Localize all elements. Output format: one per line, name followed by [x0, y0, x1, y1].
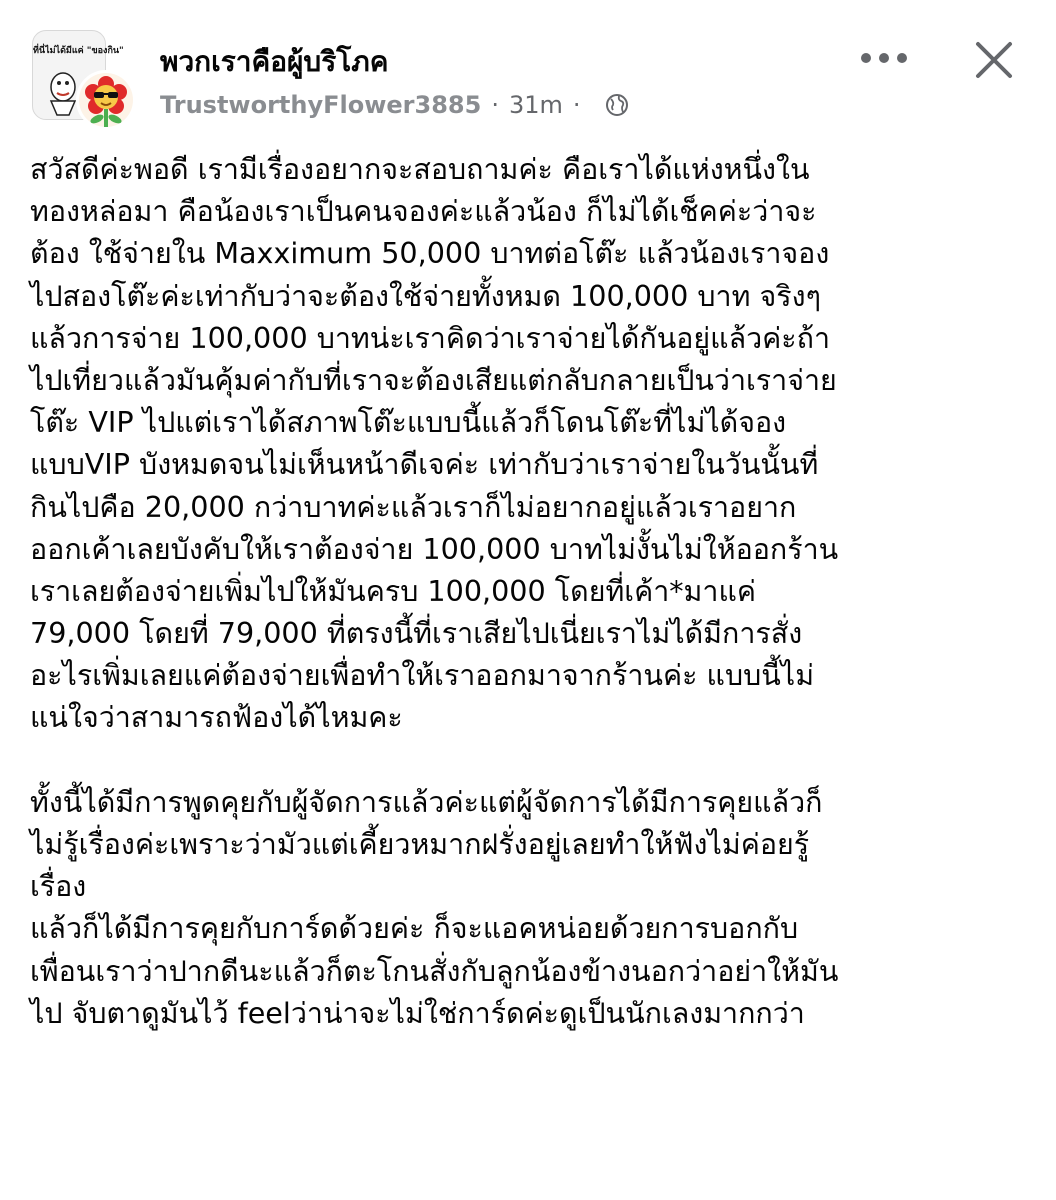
post-line: แน่ใจว่าสามารถฟ้องได้ไหมคะ [30, 700, 403, 735]
post-time[interactable]: 31m [508, 91, 563, 119]
post-line: เราเลยต้องจ่ายเพิ่มไปให้มันครบ 100,000 โดยที่เค้า*มาแค่ [30, 573, 757, 608]
user-avatar[interactable] [76, 70, 136, 130]
post-line: ต้อง ใช้จ่ายใน Maxximum 50,000 บาทต่อโต๊ะ แล้วน้องเราจอง [30, 236, 830, 271]
post-line: ไปเที่ยวแล้วมันคุ้มค่ากับที่เราจะต้องเสียแต่กลับกลายเป็นว่าเราจ่าย [30, 362, 837, 397]
close-button[interactable] [966, 32, 1022, 88]
meta-separator: · [491, 91, 499, 119]
post-line: 79,000 โดยที่ 79,000 ที่ตรงนี้ที่เราเสียไปเนี่ยเราไม่ได้มีการสั่ง [30, 616, 803, 651]
post-line: เรื่อง [30, 869, 87, 904]
post-line: เพื่อนเราว่าปากดีนะแล้วก็ตะโกนสั่งกับลูกน้องข้างนอกว่าอย่าให้มัน [30, 953, 839, 988]
close-icon [974, 40, 1014, 80]
post-text [30, 148, 1030, 1034]
post-line [30, 739, 1030, 781]
post-line: ไปสองโต๊ะค่ะเท่ากับว่าจะต้องใช้จ่ายทั้งหมด 100,000 บาท จริงๆ [30, 278, 821, 313]
author-name[interactable]: TrustworthyFlower3885 [160, 91, 482, 119]
globe-icon[interactable] [605, 93, 629, 117]
post-line: สวัสดีค่ะพอดี เรามีเรื่องอยากจะสอบถามค่ะ คือเราได้แห่งหนึ่งใน [30, 152, 810, 186]
post-line: อะไรเพิ่มเลยแค่ต้องจ่ายเพื่อทำให้เราออกมาจากร้านค่ะ แบบนี้ไม่ [30, 658, 815, 693]
post-header [0, 0, 1056, 150]
post-line: กินไปคือ 20,000 กว่าบาทค่ะแล้วเราก็ไม่อยากอยู่แล้วเราอยาก [30, 489, 797, 524]
post-line: ไป จับตาดูมันไว้ feelว่าน่าจะไม่ใช่การ์ดค่ะดูเป็นนักเลงมากกว่า [30, 995, 805, 1030]
post-line: ทองหล่อมา คือน้องเราเป็นคนจองค่ะแล้วน้อง ก็ไม่ได้เช็คค่ะว่าจะ [30, 194, 817, 229]
more-horizontal-icon [860, 52, 908, 64]
post-line: แล้วก็ได้มีการคุยกับการ์ดด้วยค่ะ ก็จะแอคหน่อยด้วยการบอกกับ [30, 911, 799, 946]
meta-separator: · [572, 91, 581, 119]
post-meta [160, 88, 629, 122]
post-line: ทั้งนี้ได้มีการพูดคุยกับผู้จัดการแล้วค่ะแต่ผู้จัดการได้มีการคุยแล้วก็ [30, 784, 823, 819]
post-line: แล้วการจ่าย 100,000 บาทน่ะเราคิดว่าเราจ่ายได้กันอยู่แล้วค่ะถ้า [30, 320, 831, 355]
post-line: แบบVIP บังหมดจนไม่เห็นหน้าดีเจค่ะ เท่ากับว่าเราจ่ายในวันนั้นที่ [30, 447, 819, 482]
group-name[interactable]: พวกเราคือผู้บริโภค [160, 45, 389, 78]
more-options-button[interactable] [856, 40, 912, 76]
flower-sunglasses-avatar [79, 73, 133, 127]
post-line: ออกเค้าเลยบังคับให้เราต้องจ่าย 100,000 บาทไม่งั้นไม่ให้ออกร้าน [30, 531, 839, 566]
group-avatar-banner-text: ที่นี่ไม่ได้มีแค่ "ของกิน" [33, 46, 124, 56]
post-line: โต๊ะ VIP ไปแต่เราได้สภาพโต๊ะแบบนี้แล้วก็โดนโต๊ะที่ไม่ได้จอง [30, 405, 787, 440]
post-line: ไม่รู้เรื่องค่ะเพราะว่ามัวแต่เคี้ยวหมากฝรั่งอยู่เลยทำให้ฟังไม่ค่อยรู้ [30, 827, 810, 861]
